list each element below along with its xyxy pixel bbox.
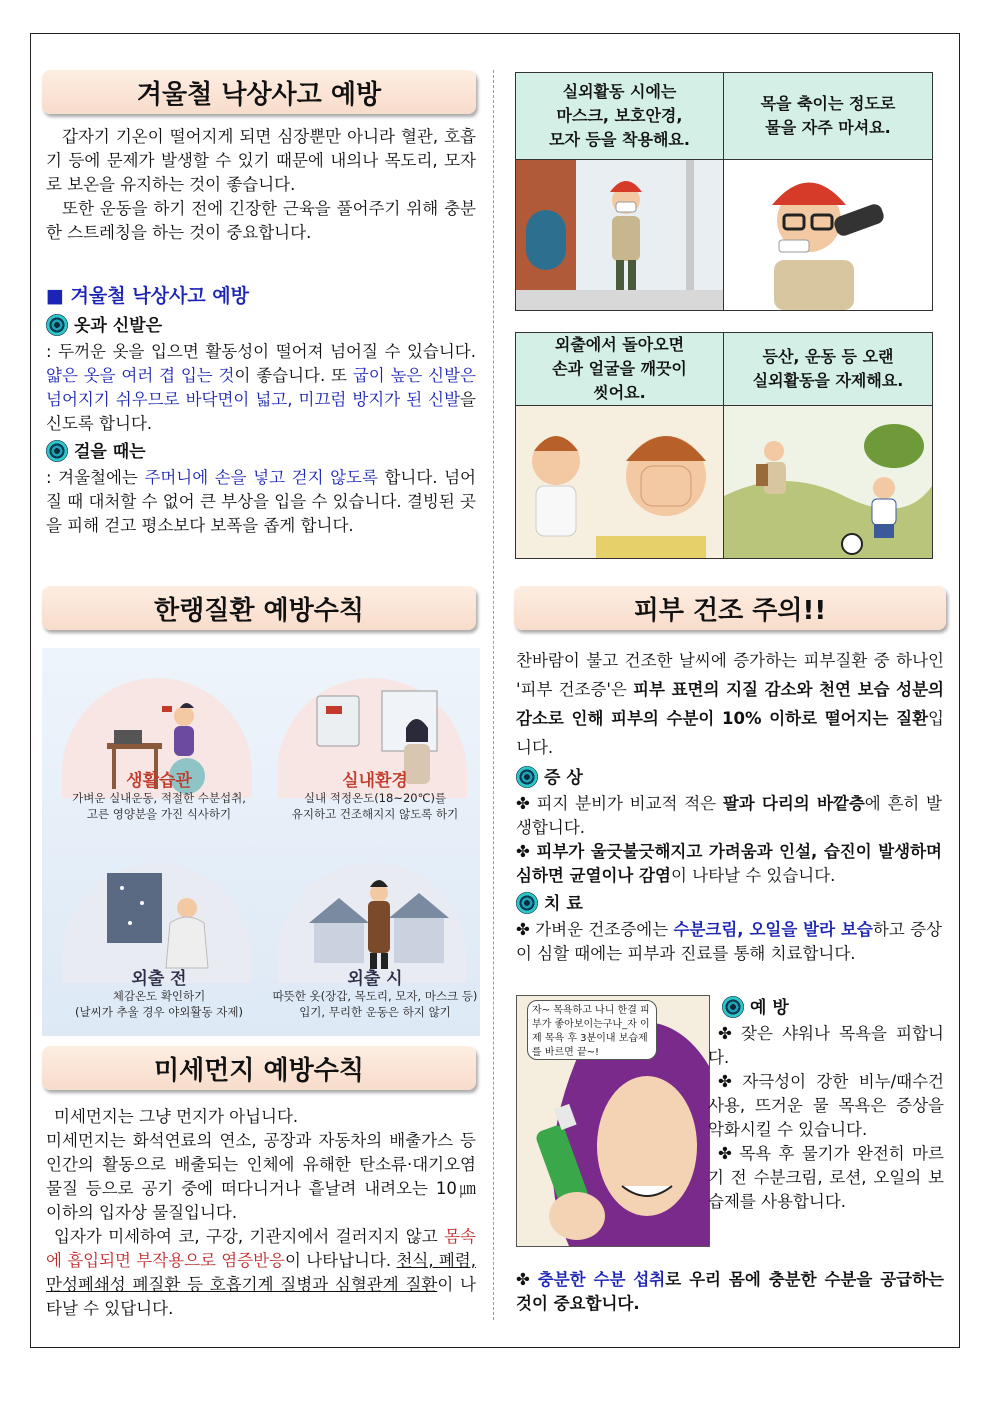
prevention-item-1: ✤ 잦은 샤워나 목욕을 피합니다. xyxy=(708,1024,944,1067)
tip-caption-water: 목을 축이는 정도로 물을 자주 마셔요. xyxy=(724,73,933,160)
symptom-text-1: ✤ 피지 분비가 비교적 적은 xyxy=(516,794,723,813)
card-text-indoor: 실내 적정온도(18~20℃)를 유지하고 건조해지지 않도록 하기 xyxy=(291,791,459,821)
walking-highlight: 주머니에 손을 넣고 걷지 않도록 xyxy=(144,468,378,487)
comic-speech-bubble: 자~ 목욕하고 나니 한결 피부가 좋아보이는구나_자 이제 목욕 후 3분이내 보습제를 바르면 끝~! xyxy=(527,1000,657,1060)
dust-paragraph-1: 미세먼지는 그냥 먼지가 아닙니다. xyxy=(54,1107,299,1126)
tip-caption-wash: 외출에서 돌아오면 손과 얼굴을 깨끗이 씻어요. xyxy=(516,333,724,406)
section-title-fine-dust: 미세먼지 예방수칙 xyxy=(42,1046,476,1090)
blanket-illustration xyxy=(102,868,222,978)
symptom-heading: 증 상 xyxy=(544,768,583,788)
walking-block xyxy=(46,440,476,538)
clothing-text-2: 이 좋습니다. 또 xyxy=(234,366,353,385)
hydration-text: 로 우리 몸에 충분한 수분을 공급하는 것이 중요합니다. xyxy=(516,1270,944,1313)
dry-skin-intro xyxy=(516,646,944,762)
card-text-lifestyle: 가벼운 실내운동, 적절한 수분섭취, 고른 영양분을 가진 식사하기 xyxy=(72,791,246,821)
intro-paragraph-2: 또한 운동을 하기 전에 긴장한 근육을 풀어주기 위해 충분한 스트레칭을 하는 것이 중요합니다. xyxy=(46,199,476,242)
card-text-before-going-out: 체감온도 확인하기 (날씨가 추울 경우 야외활동 자제) xyxy=(74,989,243,1019)
fall-subheading: ■ 겨울철 낙상사고 예방 xyxy=(46,285,249,307)
walking-text-1: : 겨울철에는 xyxy=(46,468,145,487)
clothing-heading: 옷과 신발은 xyxy=(74,316,163,336)
tips-grid-top xyxy=(515,72,933,311)
swirl-bullet-icon xyxy=(516,892,538,914)
clothing-text-1: : 두꺼운 옷을 입으면 활동성이 떨어져 넘어질 수 있습니다. xyxy=(46,342,476,361)
clothing-text-3: 을 신도록 합니다. xyxy=(46,390,476,433)
cold-illness-infographic xyxy=(42,648,480,1036)
dust-text-1: 입자가 미세하여 코, 구강, 기관지에서 걸러지지 않고 xyxy=(54,1227,445,1246)
dust-highlight-red: 몸속에 흡입되면 부작용으로 염증반응 xyxy=(46,1227,476,1270)
symptom-text-3: 이 나타날 수 있습니다. xyxy=(670,866,836,885)
swirl-bullet-icon xyxy=(46,314,68,336)
swirl-bullet-icon xyxy=(516,766,538,788)
swirl-bullet-icon xyxy=(722,996,744,1018)
treatment-block xyxy=(516,892,942,966)
card-heading-before-going-out: 외출 전 xyxy=(131,969,187,989)
dust-text-2: 이 나타납니다. xyxy=(285,1251,397,1270)
hydration-note xyxy=(516,1268,944,1316)
washing-illustration xyxy=(516,406,724,559)
hydration-highlight: 충분한 수분 섭취 xyxy=(537,1270,666,1289)
clothing-block xyxy=(46,314,476,436)
walking-text-2: 합니다. 넘어질 때 대처할 수 없어 큰 부상을 입을 수 있습니다. 결빙된 곳을 피해 걷고 평소보다 보폭을 좁게 합니다. xyxy=(46,468,476,535)
fine-dust-body xyxy=(46,1105,476,1321)
tip-caption-outdoor: 등산, 운동 등 오랜 실외활동을 자제해요. xyxy=(724,333,933,406)
treatment-heading: 치 료 xyxy=(544,894,583,914)
fall-prevention-body xyxy=(46,125,476,245)
treatment-text-1: ✤ 가벼운 건조증에는 xyxy=(516,920,674,939)
clothing-highlight-2: 굽이 높은 신발은 넘어지기 쉬우므로 바닥면이 넓고, 미끄럼 방지가 된 신발 xyxy=(46,366,476,409)
card-heading-lifestyle: 생활습관 xyxy=(126,771,192,791)
walking-heading: 걸을 때는 xyxy=(74,442,146,462)
swirl-bullet-icon xyxy=(46,440,68,462)
dry-skin-intro-bold: 피부 표면의 지질 감소와 천연 보습 성분의 감소로 인해 피부의 수분이 10% 이하로 떨어지는 질환 xyxy=(516,680,944,728)
prevention-heading: 예 방 xyxy=(750,998,789,1018)
treatment-highlight: 수분크림, 오일을 발라 보습 xyxy=(673,920,873,939)
prevention-item-2: ✤ 자극성이 강한 비누/때수건 사용, 뜨거운 물 목욕은 증상을 악화시킬 수 있습니다. xyxy=(708,1072,944,1139)
going-out-illustration xyxy=(304,863,454,973)
clothing-highlight-1: 얇은 옷을 여러 겹 입는 것 xyxy=(46,366,235,385)
dust-text-3: 이 나타날 수 있답니다. xyxy=(46,1275,476,1318)
symptom-block xyxy=(516,766,942,888)
hiking-illustration xyxy=(724,406,933,559)
dust-paragraph-2: 미세먼지는 화석연료의 연소, 공장과 자동차의 배출가스 등 인간의 활동으로 배출되는 인체에 유해한 탄소류·대기오염 물질 등으로 공기 중에 떠다니거나 흩날려 내려오는 10㎛ 이하의 입자상 물질입니다. xyxy=(46,1131,476,1222)
symptom-text-2: 에 흔히 발생합니다. xyxy=(516,794,942,837)
dust-highlight-underline: 천식, 폐렴, 만성폐쇄성 폐질환 등 호흡기계 질병과 심혈관계 질환 xyxy=(46,1251,476,1294)
treatment-text-2: 하고 증상이 심할 때에는 피부과 진료를 통해 치료합니다. xyxy=(516,920,942,963)
card-text-going-out: 따뜻한 옷(장갑, 목도리, 모자, 마스크 등) 입기, 무리한 운동은 하지 않기 xyxy=(272,989,478,1019)
section-title-fall-prevention: 겨울철 낙상사고 예방 xyxy=(42,70,476,114)
moisturizer-comic xyxy=(516,995,710,1247)
mask-illustration xyxy=(516,160,724,311)
section-title-cold-illness: 한랭질환 예방수칙 xyxy=(42,586,476,630)
prevention-item-3: ✤ 목욕 후 물기가 완전히 마르기 전 수분크림, 로션, 오일의 보습제를 사용합니다. xyxy=(708,1144,944,1211)
tips-grid-bottom xyxy=(515,332,933,559)
tip-caption-mask: 실외활동 시에는 마스크, 보호안경, 모자 등을 착용해요. xyxy=(516,73,724,160)
column-divider xyxy=(493,70,494,1320)
prevention-block xyxy=(708,996,944,1214)
card-heading-indoor: 실내환경 xyxy=(342,771,408,791)
dry-skin-intro-text: 찬바람이 불고 건조한 날씨에 증가하는 피부질환 중 하나인 '피부 건조증'은 xyxy=(516,651,944,699)
drinking-illustration xyxy=(724,160,933,311)
hydration-bullet: ✤ xyxy=(516,1270,538,1289)
symptom-bold-2: ✤ 피부가 울긋불긋해지고 가려움과 인설, 습진이 발생하며 심하면 균열이나 감염 xyxy=(516,842,942,885)
card-heading-going-out: 외출 시 xyxy=(347,969,403,989)
intro-paragraph-1: 갑자기 기온이 떨어지게 되면 심장뿐만 아니라 혈관, 호흡기 등에 문제가 발생할 수 있기 때문에 내의나 목도리, 모자로 보온을 유지하는 것이 좋습니다. xyxy=(46,127,476,194)
symptom-bold-1: 팔과 다리의 바깥층 xyxy=(722,794,865,813)
dry-skin-intro-end: 입니다. xyxy=(516,709,944,757)
section-title-dry-skin: 피부 건조 주의!! xyxy=(514,586,946,630)
